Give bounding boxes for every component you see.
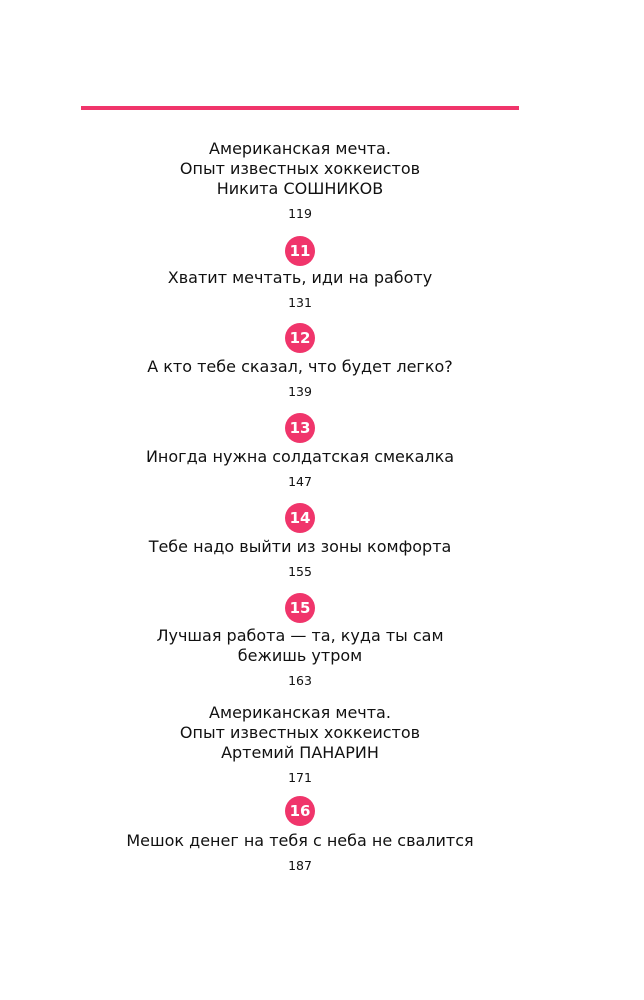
title-line: Мешок денег на тебя с неба не свалится bbox=[126, 831, 474, 850]
toc-entry-american-dream-panarin[interactable] bbox=[0, 703, 600, 786]
chapter-number-badge: 14 bbox=[285, 503, 315, 533]
chapter-number-badge: 11 bbox=[285, 236, 315, 266]
toc-entry-chapter-13[interactable] bbox=[0, 447, 600, 490]
chapter-number-badge: 13 bbox=[285, 413, 315, 443]
title-line: Лучшая работа — та, куда ты сам bbox=[156, 626, 444, 645]
page-number: 131 bbox=[288, 295, 312, 310]
toc-entry-title bbox=[0, 139, 600, 199]
page-number: 187 bbox=[288, 858, 312, 873]
title-line: Артемий ПАНАРИН bbox=[221, 743, 379, 762]
toc-entry-chapter-11[interactable] bbox=[0, 268, 600, 311]
toc-entry-title bbox=[0, 703, 600, 763]
chapter-number-badge: 16 bbox=[285, 796, 315, 826]
page-number: 155 bbox=[288, 564, 312, 579]
chapter-number-badge: 12 bbox=[285, 323, 315, 353]
chapter-number-badge: 15 bbox=[285, 593, 315, 623]
toc-entry-title bbox=[0, 537, 600, 557]
toc-entry-chapter-16[interactable] bbox=[0, 831, 600, 874]
toc-entry-chapter-12[interactable] bbox=[0, 357, 600, 400]
title-line: бежишь утром bbox=[237, 646, 363, 665]
toc-entry-title bbox=[0, 357, 600, 377]
toc-entry-american-dream-soshnikov[interactable] bbox=[0, 139, 600, 222]
title-line: Хватит мечтать, иди на работу bbox=[167, 268, 433, 287]
title-line: Американская мечта. bbox=[209, 139, 391, 158]
title-line: Тебе надо выйти из зоны комфорта bbox=[148, 537, 452, 556]
page-number: 147 bbox=[288, 474, 312, 489]
toc-entry-title bbox=[0, 447, 600, 467]
page-number: 139 bbox=[288, 384, 312, 399]
top-divider bbox=[81, 106, 519, 110]
page-number: 163 bbox=[288, 673, 312, 688]
toc-entry-title bbox=[0, 626, 600, 666]
page-number: 119 bbox=[288, 206, 312, 221]
title-line: Никита СОШНИКОВ bbox=[216, 179, 384, 198]
title-line: А кто тебе сказал, что будет легко? bbox=[147, 357, 453, 376]
toc-entry-title bbox=[0, 268, 600, 288]
title-line: Опыт известных хоккеистов bbox=[179, 159, 421, 178]
page-number: 171 bbox=[288, 770, 312, 785]
toc-entry-chapter-15[interactable] bbox=[0, 626, 600, 689]
title-line: Опыт известных хоккеистов bbox=[179, 723, 421, 742]
title-line: Иногда нужна солдатская смекалка bbox=[145, 447, 455, 466]
toc-entry-chapter-14[interactable] bbox=[0, 537, 600, 580]
title-line: Американская мечта. bbox=[209, 703, 391, 722]
toc-entry-title bbox=[0, 831, 600, 851]
